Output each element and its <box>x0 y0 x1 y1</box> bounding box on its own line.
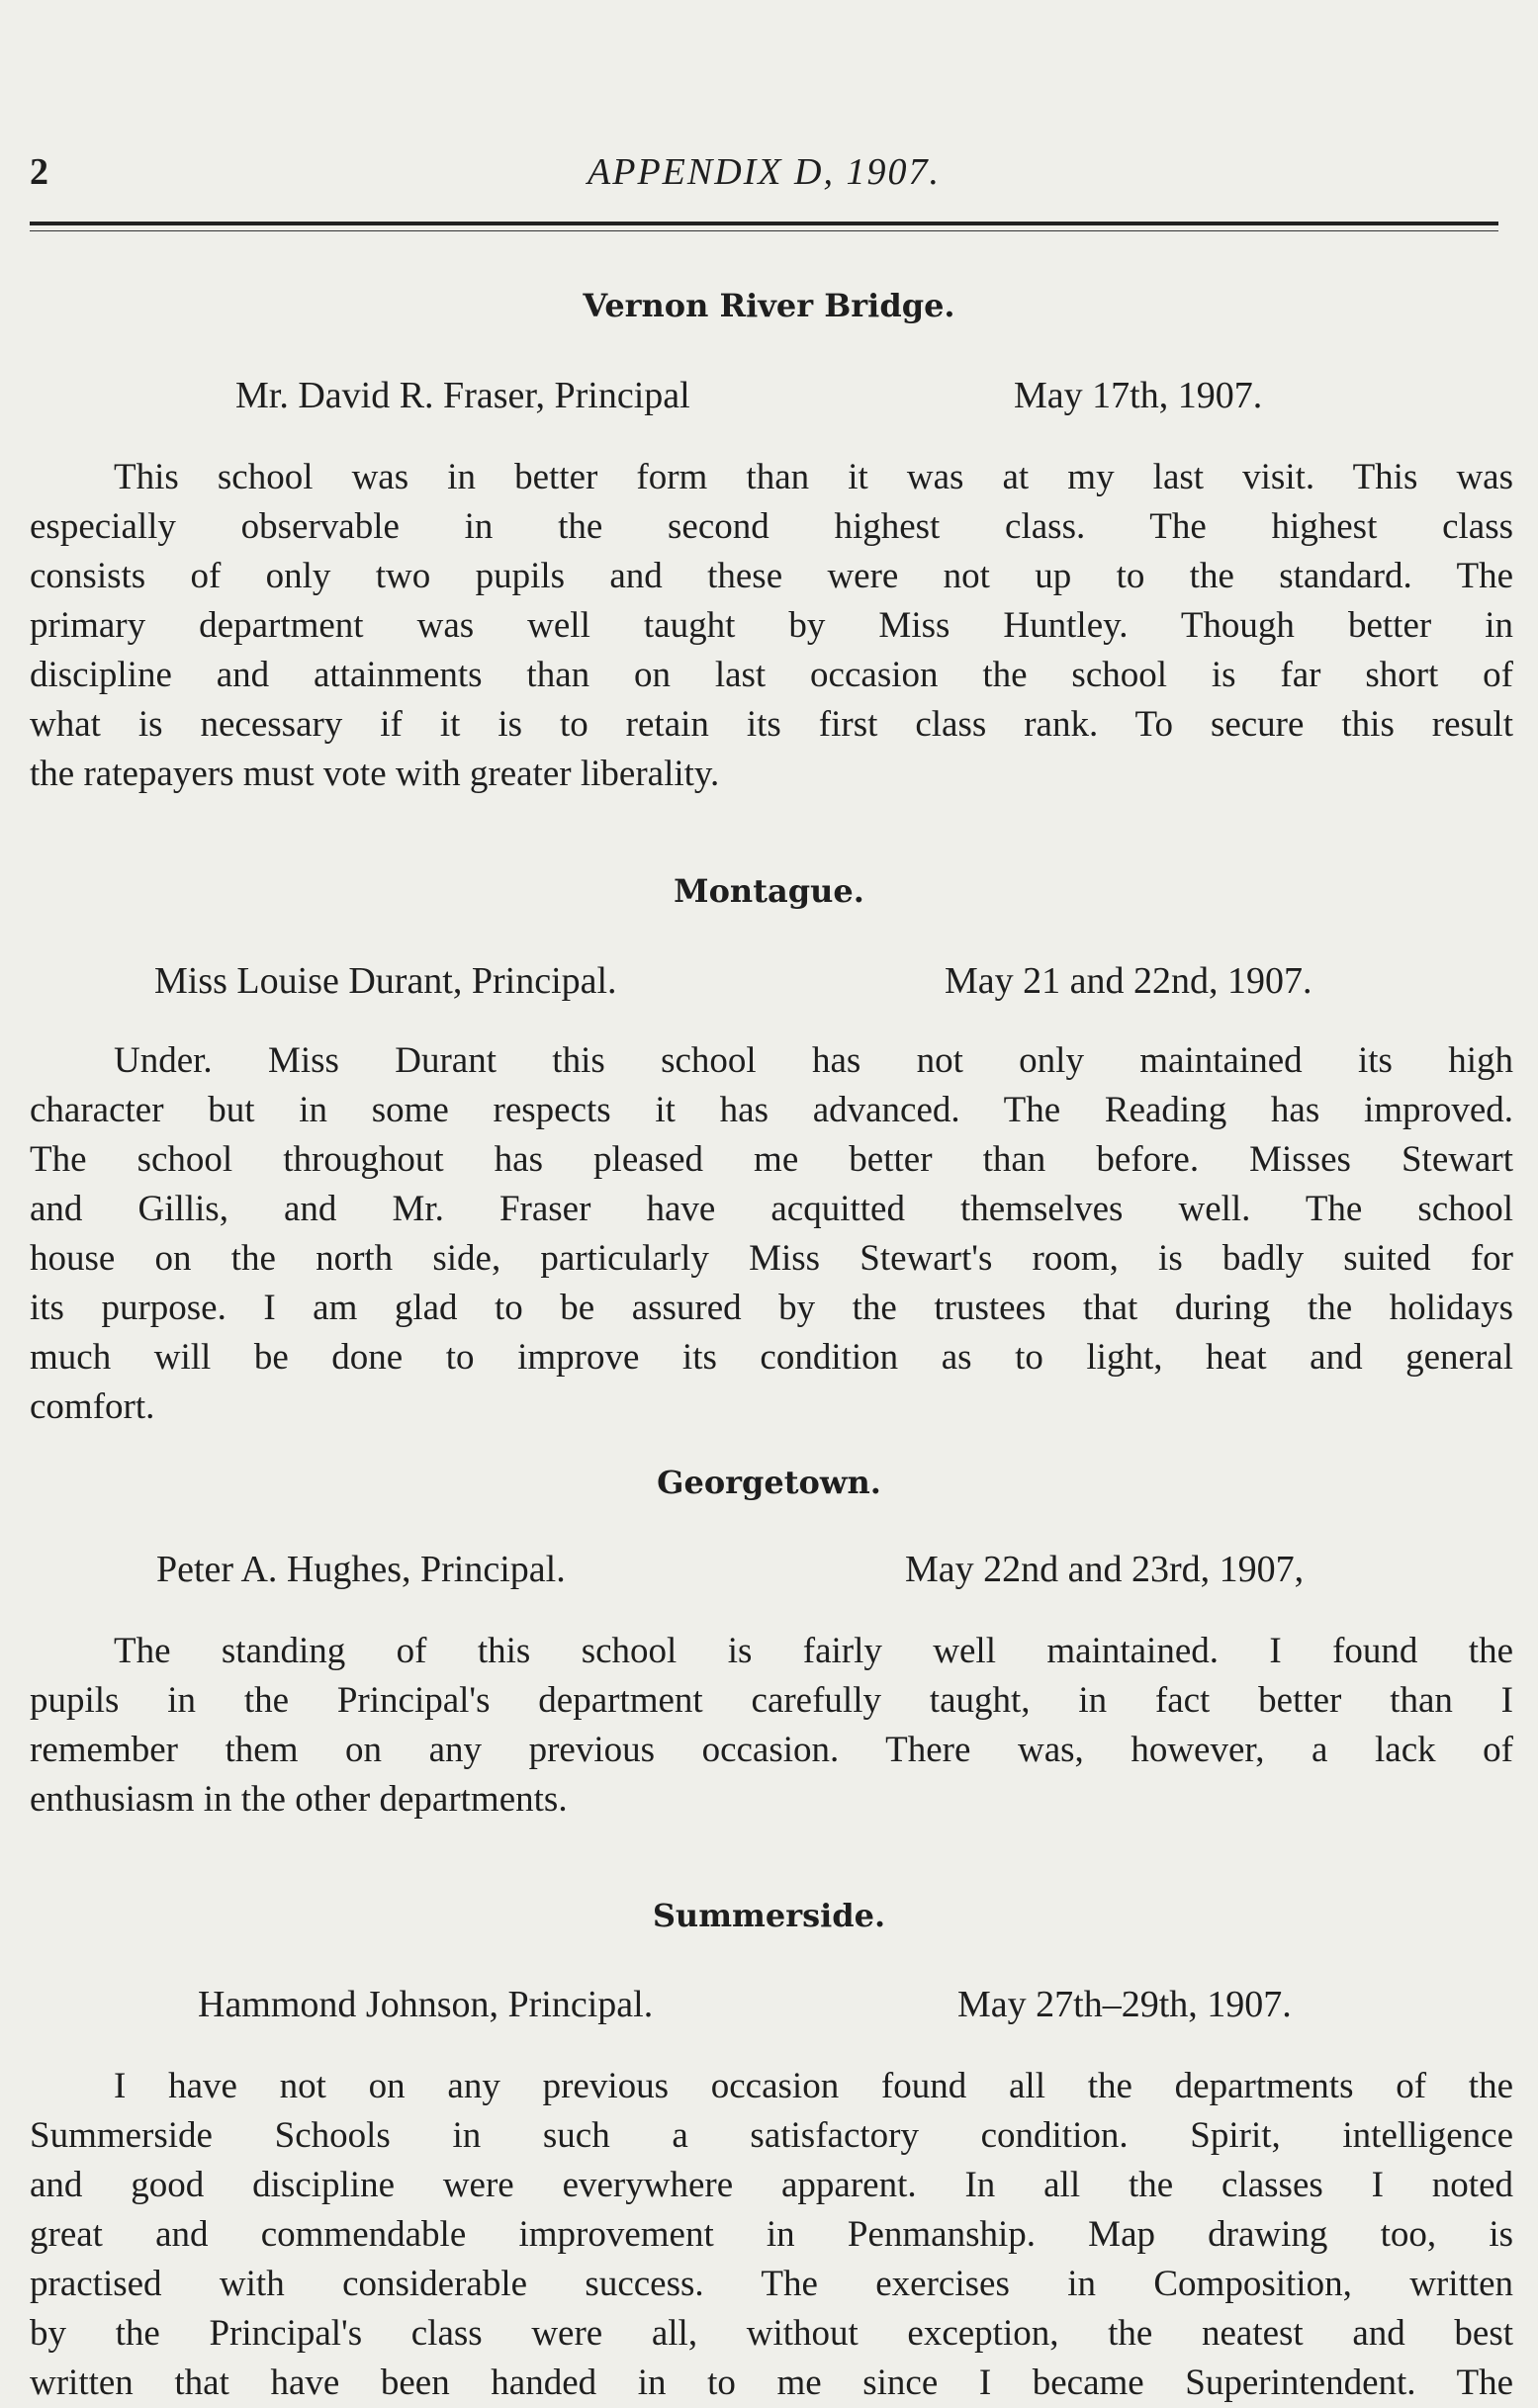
text-line: Summerside Schools in such a satisfactory condition. Spirit, intelligence <box>30 2115 1513 2156</box>
text-line: much will be done to improve its condition as to light, heat and general <box>30 1337 1513 1378</box>
visit-date: May 17th, 1907. <box>1014 375 1263 416</box>
section-paragraph <box>30 453 1513 799</box>
text-line: what is necessary if it is to retain its first class rank. To secure this result <box>30 704 1513 745</box>
section-title: Montague. <box>674 872 864 910</box>
header-rule-thin <box>30 230 1498 231</box>
text-line: pupils in the Principal's department carefully taught, in fact better than I <box>30 1680 1513 1721</box>
section-title: Georgetown. <box>657 1464 881 1501</box>
page-header <box>30 138 1498 208</box>
text-line: and good discipline were everywhere apparent. In all the classes I noted <box>30 2165 1513 2205</box>
text-line: enthusiasm in the other departments. <box>30 1779 568 1820</box>
section-paragraph <box>30 1627 1513 1825</box>
section-title: Vernon River Bridge. <box>583 287 955 324</box>
text-line: the ratepayers must vote with greater liberality. <box>30 754 720 794</box>
page-number: 2 <box>30 151 48 193</box>
running-title: APPENDIX D, 1907. <box>588 151 941 193</box>
text-line: I have not on any previous occasion found all the departments of the <box>114 2066 1513 2106</box>
text-line: This school was in better form than it was at my last visit. This was <box>114 457 1513 497</box>
principal-line: Peter A. Hughes, Principal. <box>156 1549 566 1590</box>
header-rule-thick <box>30 222 1498 225</box>
visit-date: May 27th–29th, 1907. <box>957 1984 1292 2025</box>
text-line: house on the north side, particularly Miss Stewart's room, is badly suited for <box>30 1238 1513 1279</box>
section-paragraph <box>30 1036 1513 1432</box>
principal-line: Miss Louise Durant, Principal. <box>154 960 617 1002</box>
text-line: written that have been handed in to me since I became Superintendent. The <box>30 2363 1513 2403</box>
text-line: The school throughout has pleased me better than before. Misses Stewart <box>30 1139 1513 1180</box>
text-line: comfort. <box>30 1386 155 1427</box>
visit-date: May 21 and 22nd, 1907. <box>945 960 1312 1002</box>
text-line: and Gillis, and Mr. Fraser have acquitted themselves well. The school <box>30 1189 1513 1229</box>
text-line: especially observable in the second highest class. The highest class <box>30 506 1513 547</box>
section-paragraph <box>30 2062 1513 2408</box>
section-title: Summerside. <box>652 1897 886 1934</box>
text-line: consists of only two pupils and these were not up to the standard. The <box>30 556 1513 596</box>
text-line: practised with considerable success. The exercises in Composition, written <box>30 2264 1513 2304</box>
principal-line: Mr. David R. Fraser, Principal <box>235 375 690 416</box>
text-line: remember them on any previous occasion. There was, however, a lack of <box>30 1730 1513 1770</box>
text-line: discipline and attainments than on last occasion the school is far short of <box>30 655 1513 695</box>
text-line: character but in some respects it has advanced. The Reading has improved. <box>30 1090 1513 1130</box>
text-line: primary department was well taught by Miss Huntley. Though better in <box>30 605 1513 646</box>
text-line: Under. Miss Durant this school has not only maintained its high <box>114 1040 1513 1081</box>
visit-date: May 22nd and 23rd, 1907, <box>905 1549 1305 1590</box>
principal-line: Hammond Johnson, Principal. <box>198 1984 654 2025</box>
text-line: great and commendable improvement in Penmanship. Map drawing too, is <box>30 2214 1513 2255</box>
text-line: its purpose. I am glad to be assured by the trustees that during the holidays <box>30 1288 1513 1328</box>
text-line: by the Principal's class were all, without exception, the neatest and best <box>30 2313 1513 2354</box>
text-line: The standing of this school is fairly well maintained. I found the <box>114 1631 1513 1671</box>
